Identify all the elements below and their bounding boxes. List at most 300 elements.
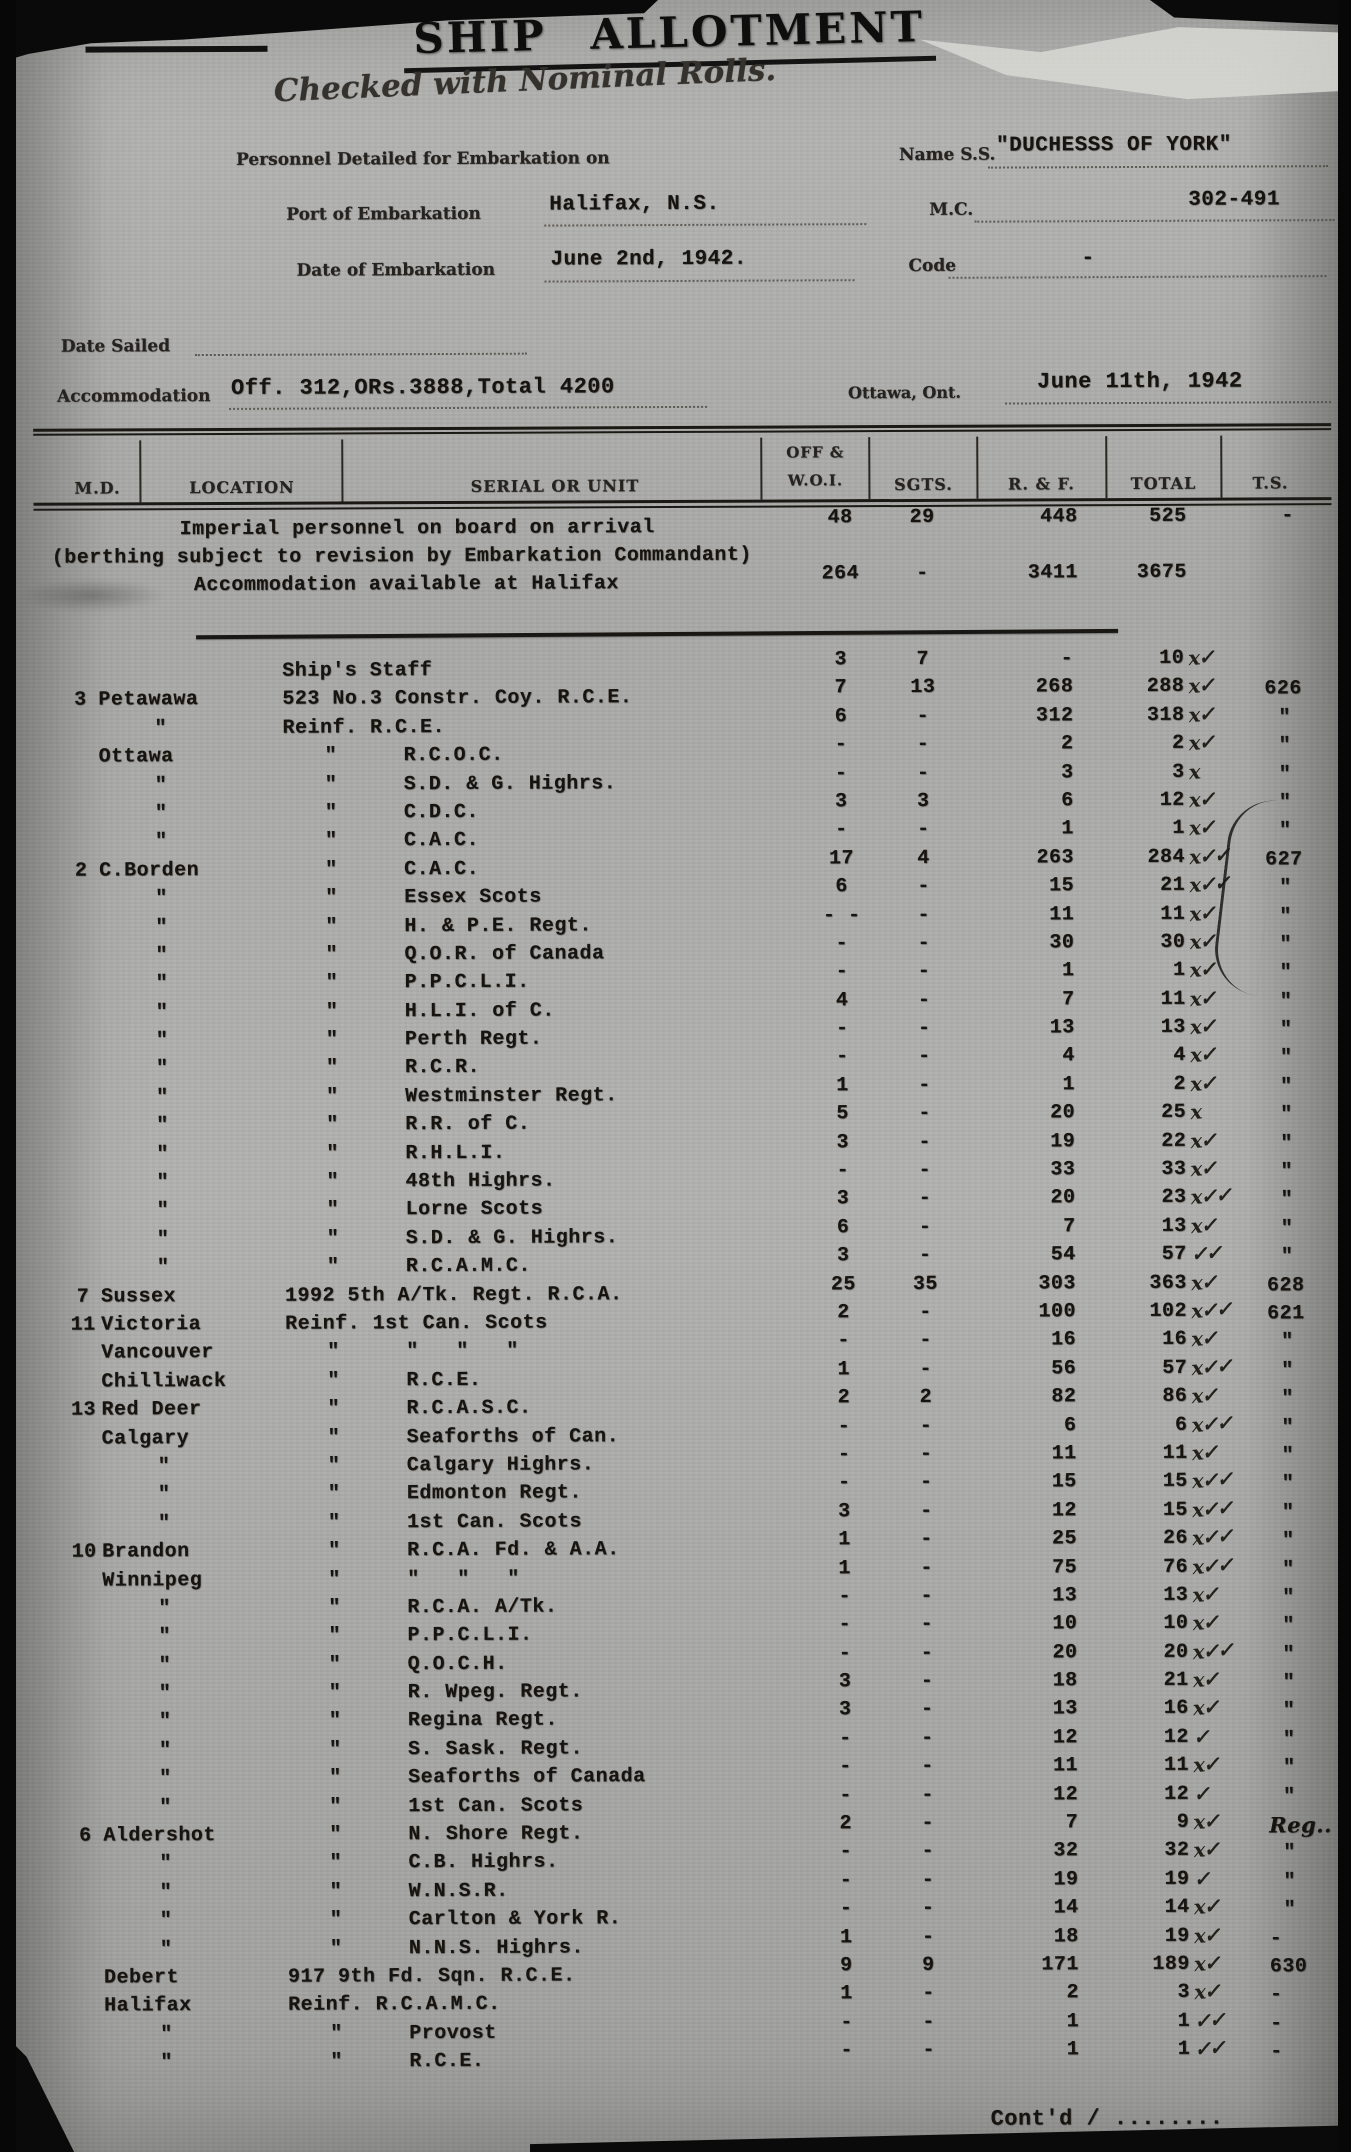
total-cell: 30 [1160, 930, 1186, 954]
off-woi-cell: - [839, 1727, 852, 1751]
serial-cell: " [326, 1255, 340, 1279]
unit-cell: R.C.A. A/Tk. [407, 1595, 558, 1620]
off-woi-cell: - [840, 2039, 854, 2063]
total-cell: 10 [1159, 646, 1185, 670]
total-cell: 318 [1146, 703, 1185, 727]
handwritten-check-marks: x✓ [1192, 1893, 1220, 1920]
total-cell: 32 [1164, 1839, 1190, 1863]
total-cell: 20 [1163, 1640, 1189, 1664]
rf-cell: 1 [1066, 2009, 1080, 2034]
unit-cell: Lorne Scots [405, 1198, 544, 1222]
location-cell: " [158, 1653, 172, 1677]
handwritten-check-marks: x✓ [1187, 672, 1214, 699]
unit-cell: Calgary Highrs. [406, 1453, 595, 1478]
accommodation-label: Accommodation [56, 386, 211, 407]
location-cell: " [158, 1682, 172, 1706]
serial-cell: Reinf. R.C.E. [282, 715, 446, 740]
date-sailed-label: Date Sailed [60, 336, 171, 357]
ts-cell: " [1279, 904, 1292, 928]
md-cell: 7 [76, 1285, 90, 1309]
handwritten-check-marks: x✓ [1188, 814, 1215, 841]
sgts-cell: - [921, 1868, 935, 1892]
sgts-cell: - [921, 1783, 934, 1807]
total-cell: 14 [1164, 1895, 1190, 1920]
location-cell: C.Borden [99, 858, 200, 883]
handwritten-check-marks: x✓ [1188, 956, 1216, 983]
ts-cell: " [1281, 1472, 1295, 1496]
total-cell: 4 [1173, 1044, 1186, 1068]
off-woi-cell: 1 [838, 1556, 851, 1580]
serial-cell: " [325, 943, 339, 967]
handwritten-check-marks: x✓✓ [1191, 1495, 1233, 1522]
total-cell: 525 [1148, 504, 1187, 528]
handwritten-check-marks: ✓✓ [1193, 2006, 1225, 2033]
serial-cell: " [328, 1624, 342, 1648]
ship-name-value: "DUCHESSS OF YORK" [995, 133, 1232, 158]
handwritten-check-marks: x✓ [1191, 1694, 1219, 1721]
serial-cell: " [330, 2050, 343, 2074]
total-cell: 288 [1146, 675, 1185, 699]
section-divider-line [196, 629, 1118, 639]
location-cell: " [159, 1909, 173, 1933]
photo-edge-left [0, 0, 16, 2152]
mc-label: M.C. [929, 199, 974, 220]
handwritten-check-marks: ✓ [1192, 1865, 1210, 1892]
rf-cell: 13 [1052, 1697, 1078, 1721]
off-woi-cell: 6 [835, 875, 848, 899]
serial-cell: " [324, 801, 338, 825]
handwritten-check-marks: x✓ [1187, 786, 1215, 813]
off-woi-cell: - [838, 1585, 852, 1609]
unit-cell: " " " [406, 1340, 519, 1364]
location-cell: Aldershot [103, 1824, 216, 1848]
serial-cell: " [324, 744, 338, 768]
header-location: LOCATION [189, 477, 295, 498]
handwritten-check-marks: x✓ [1188, 985, 1216, 1011]
preamble-text: Imperial personnel on board on arrival [179, 516, 655, 542]
unit-cell: C.D.C. [403, 800, 479, 825]
port-value: Halifax, N.S. [549, 192, 720, 217]
unit-cell: N.N.S. Highrs. [408, 1935, 584, 1960]
handwritten-check-marks: x [1187, 759, 1200, 784]
header-ts: T.S. [1252, 473, 1289, 493]
location-cell: " [154, 830, 168, 854]
rf-cell: 4 [1062, 1044, 1075, 1068]
sgts-cell: - [918, 1045, 931, 1069]
total-cell: 21 [1163, 1668, 1189, 1692]
unit-cell: R.R. of C. [405, 1112, 531, 1137]
preamble-row [0, 560, 1349, 601]
ts-cell: 627 [1265, 847, 1303, 872]
header-off-woi: OFF & [786, 443, 845, 462]
rf-cell: 16 [1051, 1328, 1077, 1352]
obscured-word-underline [86, 46, 268, 53]
mc-value: 302-491 [1188, 188, 1280, 212]
ts-cell: " [1281, 1387, 1294, 1411]
ship-name-label: Name S.S. [898, 144, 996, 166]
total-cell: 16 [1163, 1697, 1189, 1721]
location-cell: Calgary [101, 1426, 190, 1451]
rf-cell: 1 [1066, 2038, 1080, 2062]
sgts-cell: - [919, 1357, 933, 1381]
off-woi-cell: - [837, 1471, 851, 1495]
location-cell: Red Deer [101, 1398, 202, 1422]
rf-cell: 13 [1052, 1584, 1078, 1608]
off-woi-cell: 25 [830, 1272, 856, 1296]
sgts-cell: - [918, 1158, 932, 1182]
total-cell: 57 [1162, 1356, 1188, 1380]
total-cell: 11 [1160, 902, 1186, 926]
rf-cell: 7 [1063, 1215, 1076, 1239]
handwritten-check-marks: x✓✓ [1190, 1353, 1232, 1380]
off-woi-cell: 1 [840, 1982, 853, 2006]
rf-cell: 6 [1061, 789, 1074, 813]
total-cell: 3675 [1136, 560, 1187, 584]
handwritten-check-marks: x✓ [1191, 1581, 1218, 1608]
location-cell: " [156, 1086, 169, 1110]
ts-cell: " [1280, 1217, 1294, 1241]
md-cell: 6 [78, 1824, 92, 1848]
total-cell: 6 [1174, 1413, 1188, 1437]
serial-cell: " [327, 1454, 341, 1478]
handwritten-check-marks: x✓✓ [1191, 1637, 1233, 1664]
location-cell: " [154, 773, 168, 797]
contd-note: Cont'd / ........ [990, 2105, 1224, 2132]
rf-cell: 3 [1061, 760, 1074, 784]
serial-cell: " [328, 1738, 342, 1762]
sgts-cell: - [922, 2039, 936, 2063]
off-woi-cell: - [838, 1613, 852, 1637]
md-cell: 2 [74, 859, 88, 883]
sgts-cell: - [920, 1584, 934, 1608]
handwritten-check-marks: x✓ [1189, 1212, 1217, 1239]
serial-cell: " [327, 1511, 341, 1535]
location-cell: " [156, 1256, 170, 1280]
off-woi-cell: - [839, 1869, 853, 1893]
serial-cell: " [328, 1709, 342, 1733]
rf-cell: 54 [1050, 1243, 1076, 1267]
rf-cell: 32 [1053, 1839, 1079, 1863]
handwritten-check-marks: x✓ [1191, 1666, 1219, 1693]
table-rows [0, 644, 1351, 2078]
location-cell: " [159, 1881, 173, 1905]
rf-cell: 20 [1050, 1101, 1076, 1125]
unit-cell: W.N.S.R. [408, 1879, 509, 1903]
sgts-cell: - [919, 1471, 933, 1495]
off-woi-cell: 4 [835, 988, 849, 1012]
off-woi-cell: - [835, 1017, 849, 1041]
page-title: SHIP ALLOTMENT [403, 2, 936, 74]
ts-cell: Reg.. [1269, 1812, 1332, 1838]
sgts-cell: - [921, 1925, 935, 1949]
off-woi-cell: - [837, 1443, 851, 1467]
total-cell: 13 [1161, 1214, 1187, 1238]
off-woi-cell: 3 [834, 790, 848, 814]
sgts-cell: 35 [912, 1272, 938, 1296]
total-cell: 15 [1162, 1470, 1188, 1494]
sgts-cell: 4 [917, 846, 930, 870]
handwritten-check-marks: x✓✓ [1188, 870, 1230, 898]
off-woi-cell: - [835, 818, 848, 842]
unit-cell: Q.O.C.H. [407, 1652, 508, 1676]
ts-cell: 626 [1264, 677, 1302, 701]
off-woi-cell: - [837, 1414, 851, 1438]
serial-cell: " [326, 1170, 340, 1194]
location-cell: Debert [103, 1966, 179, 1990]
sgts-cell: - [920, 1556, 933, 1580]
sgts-cell: - [917, 960, 931, 984]
leader-dots [974, 219, 1334, 223]
serial-cell: 523 No.3 Constr. Coy. R.C.E. [282, 686, 633, 712]
off-woi-cell: - [839, 1897, 853, 1921]
sgts-cell: - [918, 1130, 932, 1154]
unit-cell: R.C.E. [406, 1368, 482, 1392]
date-embarkation-value: June 2nd, 1942. [550, 247, 748, 272]
total-cell: 13 [1163, 1583, 1189, 1607]
preamble-text: Accommodation available at Halifax [193, 572, 619, 598]
handwritten-check-marks: x✓✓ [1190, 1296, 1232, 1324]
serial-cell: " [329, 1823, 342, 1847]
serial-cell: " [325, 1000, 339, 1024]
serial-cell: Reinf. 1st Can. Scots [285, 1311, 548, 1336]
off-woi-cell: - [839, 1783, 852, 1807]
smudge-mark [16, 578, 166, 613]
off-woi-cell: - [836, 1159, 850, 1183]
location-cell: " [160, 2051, 173, 2075]
handwritten-check-marks: x✓✓ [1189, 1182, 1231, 1210]
location-cell: " [158, 1625, 172, 1649]
unit-cell: R.C.R. [404, 1056, 481, 1080]
ts-cell: " [1282, 1699, 1296, 1723]
sgts-cell: - [917, 1016, 931, 1041]
sgts-cell: - [918, 1187, 932, 1211]
location-cell: " [154, 802, 168, 826]
ts-cell: " [1280, 1188, 1294, 1212]
location-cell: " [159, 1767, 172, 1791]
handwritten-check-marks: x✓✓ [1188, 842, 1230, 869]
leader-dots [988, 165, 1328, 168]
total-cell: 33 [1161, 1157, 1187, 1181]
ts-cell: " [1281, 1529, 1295, 1553]
rf-cell: 18 [1052, 1669, 1078, 1693]
sgts-cell: 3 [916, 789, 930, 813]
handwritten-check-marks: ✓✓ [1189, 1240, 1222, 1267]
sgts-cell: - [921, 1755, 934, 1779]
leader-dots [949, 275, 1327, 279]
location-cell: " [155, 1057, 169, 1081]
total-cell: 12 [1164, 1782, 1190, 1806]
handwritten-check-marks: x✓ [1191, 1609, 1218, 1636]
serial-cell: " [326, 1113, 339, 1137]
off-woi-cell: 3 [836, 1187, 850, 1211]
sgts-cell: - [921, 1811, 935, 1835]
serial-cell: " [324, 773, 338, 797]
location-cell: " [155, 1000, 169, 1024]
md-cell: 11 [70, 1313, 96, 1337]
serial-cell: " [326, 1198, 340, 1222]
handwritten-check-marks: x✓✓ [1190, 1466, 1233, 1494]
serial-cell: Reinf. R.C.A.M.C. [288, 1993, 501, 2018]
ts-cell: " [1279, 961, 1293, 985]
ts-cell: " [1282, 1642, 1296, 1667]
serial-cell: " [327, 1340, 340, 1364]
ts-cell: " [1279, 989, 1293, 1014]
code-value: - [1081, 247, 1095, 271]
unit-cell: R.C.E. [409, 2049, 485, 2074]
total-cell: 102 [1149, 1299, 1188, 1323]
ts-cell: 621 [1266, 1302, 1305, 1326]
ts-cell: " [1280, 1103, 1293, 1127]
location-cell: " [158, 1597, 171, 1621]
total-cell: 1 [1172, 959, 1186, 983]
unit-cell: Perth Regt. [404, 1027, 543, 1052]
rf-cell: 1 [1061, 959, 1075, 983]
location-cell: Winnipeg [102, 1568, 203, 1593]
off-woi-cell: - [834, 761, 848, 785]
unit-cell: R.C.A.S.C. [406, 1396, 532, 1421]
off-woi-cell: - [835, 932, 849, 956]
column-divider [760, 438, 762, 500]
rf-cell: 11 [1051, 1442, 1077, 1466]
location-cell: " [158, 1739, 172, 1763]
total-cell: 11 [1162, 1441, 1188, 1465]
ts-cell: - [1270, 2040, 1283, 2064]
location-cell: " [156, 1199, 170, 1223]
serial-cell: " [329, 1937, 343, 1961]
location-cell: " [156, 1171, 170, 1195]
preamble-text: (berthing subject to revision by Embarkation Commandant) [51, 543, 752, 570]
leader-dots [195, 353, 527, 356]
sgts-cell: - [920, 1669, 934, 1693]
location-cell: " [157, 1483, 171, 1507]
ts-cell: " [1282, 1671, 1296, 1695]
location-cell: " [159, 1795, 172, 1819]
off-woi-cell: 2 [839, 1812, 853, 1836]
ts-cell: " [1282, 1586, 1295, 1610]
ts-cell: " [1278, 762, 1292, 786]
header-off-woi: W.O.I. [787, 471, 844, 490]
unit-cell: S.D. & G. Highrs. [403, 771, 617, 796]
rf-cell: 7 [1062, 987, 1075, 1011]
ts-cell: " [1280, 1131, 1293, 1156]
sgts-cell: 7 [916, 647, 929, 671]
serial-cell: " [327, 1426, 341, 1450]
sgts-cell: - [915, 561, 929, 585]
rf-cell: 100 [1038, 1300, 1077, 1324]
sgts-cell: - [922, 2010, 935, 2034]
unit-cell: Essex Scots [404, 885, 542, 910]
total-cell: 57 [1161, 1242, 1187, 1267]
ts-cell: - [1270, 2012, 1283, 2036]
header-serial: SERIAL OR UNIT [470, 476, 640, 496]
location-cell: " [159, 1937, 173, 1961]
unit-cell: 1st Can. Scots [406, 1510, 583, 1534]
handwritten-check-marks: x [1189, 1099, 1202, 1125]
handwritten-check-marks: x✓ [1189, 1041, 1216, 1068]
unit-cell: S. Sask. Regt. [407, 1737, 584, 1762]
location-cell: " [157, 1511, 171, 1535]
unit-cell: P.P.C.L.I. [404, 970, 530, 995]
rf-cell: 12 [1052, 1726, 1078, 1750]
rf-cell: 448 [1039, 505, 1078, 529]
off-woi-cell: 1 [839, 1925, 853, 1949]
location-cell: " [155, 1029, 169, 1053]
serial-cell: " [328, 1596, 341, 1620]
unit-cell: C.A.C. [403, 829, 480, 853]
sgts-cell: - [916, 733, 930, 757]
total-cell: 2 [1173, 1072, 1187, 1096]
unit-cell: R. Wpeg. Regt. [407, 1680, 583, 1705]
off-woi-cell: 6 [834, 705, 848, 729]
rf-cell: 171 [1041, 1953, 1079, 1977]
handwritten-check-marks: x✓ [1192, 1808, 1219, 1835]
sgts-cell: 9 [922, 1953, 935, 1977]
rf-cell: 268 [1035, 675, 1074, 699]
sgts-cell: - [921, 1726, 934, 1750]
unit-cell: Seaforths of Can. [406, 1424, 620, 1449]
rf-cell: 2 [1060, 732, 1074, 756]
serial-cell: " [325, 886, 338, 910]
rf-cell: 56 [1051, 1357, 1077, 1381]
off-woi-cell: - [835, 960, 849, 984]
unit-cell: R.C.A.M.C. [405, 1254, 531, 1279]
ts-cell: " [1281, 1444, 1295, 1468]
sgts-cell: - [920, 1698, 934, 1722]
rf-cell: 19 [1053, 1868, 1079, 1892]
ts-cell: " [1282, 1614, 1295, 1638]
total-cell: 12 [1159, 788, 1185, 812]
location-cell: " [156, 1228, 170, 1252]
ts-cell: " [1278, 734, 1292, 758]
off-woi-cell: - - [822, 903, 861, 927]
ts-cell: " [1283, 1870, 1297, 1894]
ts-cell: " [1278, 819, 1292, 843]
handwritten-check-marks: x✓ [1189, 1070, 1216, 1097]
unit-cell: Carlton & York R. [408, 1907, 622, 1932]
column-divider [1220, 436, 1222, 498]
rf-cell: 1 [1062, 1073, 1076, 1097]
location-cell: Ottawa [98, 745, 174, 769]
total-cell: 1 [1172, 817, 1185, 841]
rf-cell: 1 [1061, 817, 1074, 841]
total-cell: 86 [1162, 1384, 1188, 1409]
handwritten-check-marks: x✓ [1187, 729, 1215, 756]
sgts-cell: - [918, 1215, 932, 1239]
location-cell: Victoria [101, 1313, 202, 1337]
unit-cell: C.B. Highrs. [408, 1850, 559, 1875]
handwritten-checked-note: Checked with Nominal Rolls. [273, 51, 777, 110]
handwritten-check-marks: ✓✓ [1193, 2035, 1225, 2062]
off-woi-cell: 17 [828, 846, 855, 871]
off-woi-cell: 7 [834, 676, 848, 700]
off-woi-cell: 3 [838, 1670, 852, 1694]
serial-cell: " [330, 2022, 343, 2046]
header-sgts: SGTS. [894, 474, 953, 495]
total-cell: 21 [1160, 873, 1186, 898]
location-cell: Halifax [104, 1994, 192, 2018]
location-cell: " [155, 972, 169, 996]
sgts-cell: - [917, 818, 930, 842]
rf-cell: 3411 [1027, 561, 1078, 585]
serial-cell: " [328, 1567, 341, 1592]
off-woi-cell: 1 [836, 1074, 849, 1098]
unit-cell: Edmonton Regt. [406, 1481, 582, 1506]
handwritten-check-marks: x✓ [1188, 1013, 1216, 1040]
ts-cell: " [1281, 1501, 1295, 1525]
ts-cell: " [1279, 933, 1292, 957]
ts-cell: " [1279, 1046, 1293, 1070]
off-woi-cell: - [839, 1840, 853, 1864]
